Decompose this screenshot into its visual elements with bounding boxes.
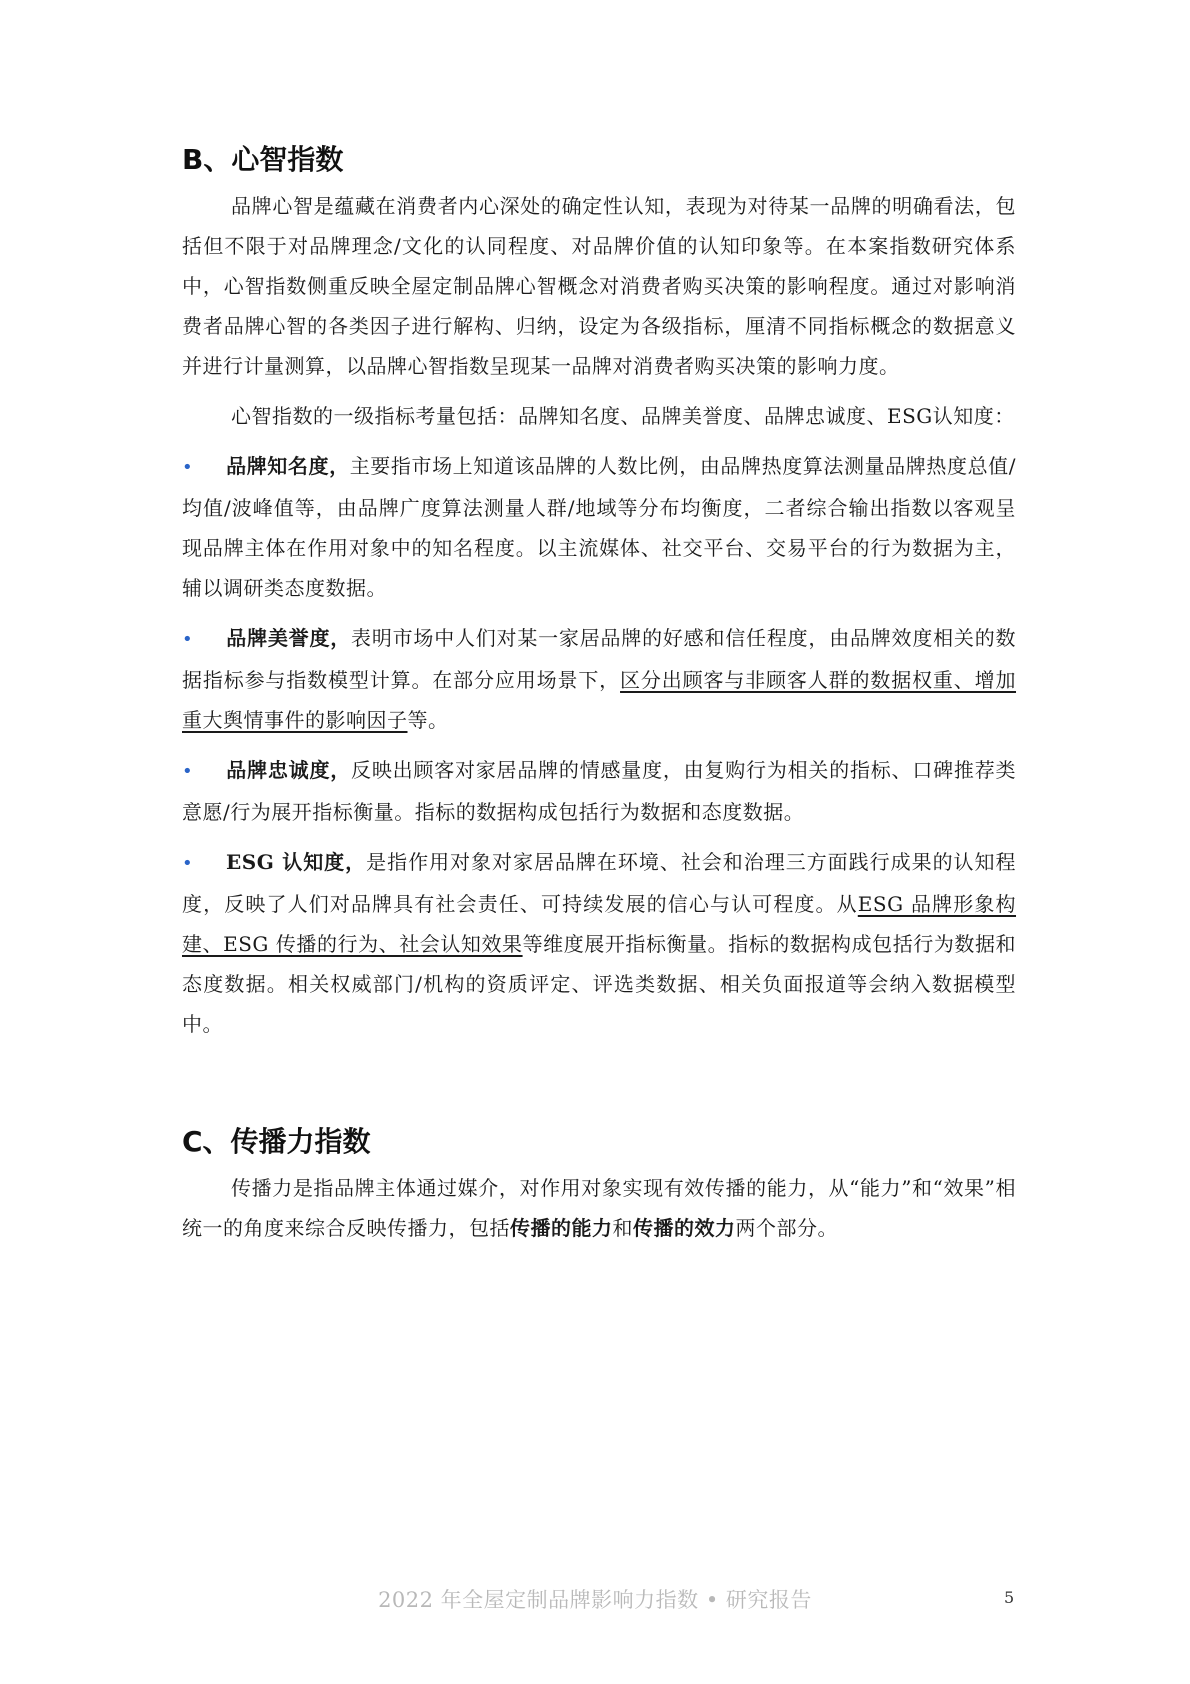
underlined-phrase: ESG 品牌形象构建、ESG 传播的行为、社会认知效果 — [182, 892, 1017, 956]
item-term: ESG 认知度， — [226, 850, 367, 874]
section-b-heading: B、心智指数 — [182, 143, 344, 176]
list-item-brand-reputation — [182, 618, 1016, 740]
list-item-esg-awareness — [182, 842, 1016, 1044]
bullet-icon: • — [182, 761, 194, 782]
bullet-icon: • — [182, 457, 194, 478]
section-b-indicators-paragraph: 心智指数的一级指标考量包括：品牌知名度、品牌美誉度、品牌忠诚度、ESG认知度： — [231, 404, 1015, 428]
item-text-tail: 等。 — [407, 708, 449, 732]
para-text: 两个部分。 — [735, 1216, 838, 1240]
bold-phrase: 传播的效力 — [633, 1216, 736, 1240]
item-term: 品牌美誉度， — [226, 626, 352, 650]
list-item-brand-awareness — [182, 446, 1016, 608]
para-text: 传播力是指品牌主体通过媒介，对作用对象实现有效传播的能力，从“能力”和“效果”相统一的角度来综合反映传播力，包括 — [182, 1176, 1016, 1240]
underlined-phrase: 区分出顾客与非顾客人群的数据权重、增加重大舆情事件的影响因子 — [182, 668, 1017, 732]
bold-phrase: 传播的能力 — [510, 1216, 613, 1240]
item-text: 反映出顾客对家居品牌的情感量度，由复购行为相关的指标、口碑推荐类意愿/行为展开指标衡量。指标的数据构成包括行为数据和态度数据。 — [182, 758, 1017, 824]
item-term: 品牌知名度， — [226, 454, 350, 478]
page-footer: 2022 年全屋定制品牌影响力指数 • 研究报告 — [378, 1588, 812, 1612]
item-text: 主要指市场上知道该品牌的人数比例，由品牌热度算法测量品牌热度总值/均值/波峰值等，由品牌广度算法测量人群/地域等分布均衡度，二者综合输出指数以客观呈现品牌主体在作用对象中的知名程度。以主流媒体、社交平台、交易平台的行为数据为主，辅以调研类态度数据。 — [182, 454, 1017, 600]
page-number: 5 — [1004, 1588, 1015, 1607]
item-term: 品牌忠诚度， — [226, 758, 352, 782]
item-text: 是指作用对象对家居品牌在环境、社会和治理三方面践行成果的认知程度，反映了人们对品牌具有社会责任、可持续发展的信心与认可程度。从 — [182, 850, 1017, 916]
bullet-icon: • — [182, 853, 194, 874]
section-b-intro-paragraph: 品牌心智是蕴藏在消费者内心深处的确定性认知，表现为对待某一品牌的明确看法，包括但不限于对品牌理念/文化的认同程度、对品牌价值的认知印象等。在本案指数研究体系中，心智指数侧重反映全屋定制品牌心智概念对消费者购买决策的影响程度。通过对影响消费者品牌心智的各类因子进行解构、归纳，设定为各级指标，厘清不同指标概念的数据意义并进行计量测算，以品牌心智指数呈现某一品牌对消费者购买决策的影响力度。 — [182, 194, 1016, 378]
list-item-brand-loyalty — [182, 750, 1016, 832]
section-c-heading: C、传播力指数 — [182, 1125, 371, 1158]
item-text: 表明市场中人们对某一家居品牌的好感和信任程度，由品牌效度相关的数据指标参与指数模型计算。在部分应用场景下， — [182, 626, 1017, 692]
bullet-icon: • — [182, 629, 194, 650]
para-text: 和 — [612, 1216, 633, 1240]
page-content — [182, 140, 1016, 1258]
item-text-tail: 等维度展开指标衡量。指标的数据构成包括行为数据和态度数据。相关权威部门/机构的资质评定、评选类数据、相关负面报道等会纳入数据模型中。 — [182, 932, 1017, 1036]
section-c-intro-paragraph — [182, 1168, 1016, 1248]
